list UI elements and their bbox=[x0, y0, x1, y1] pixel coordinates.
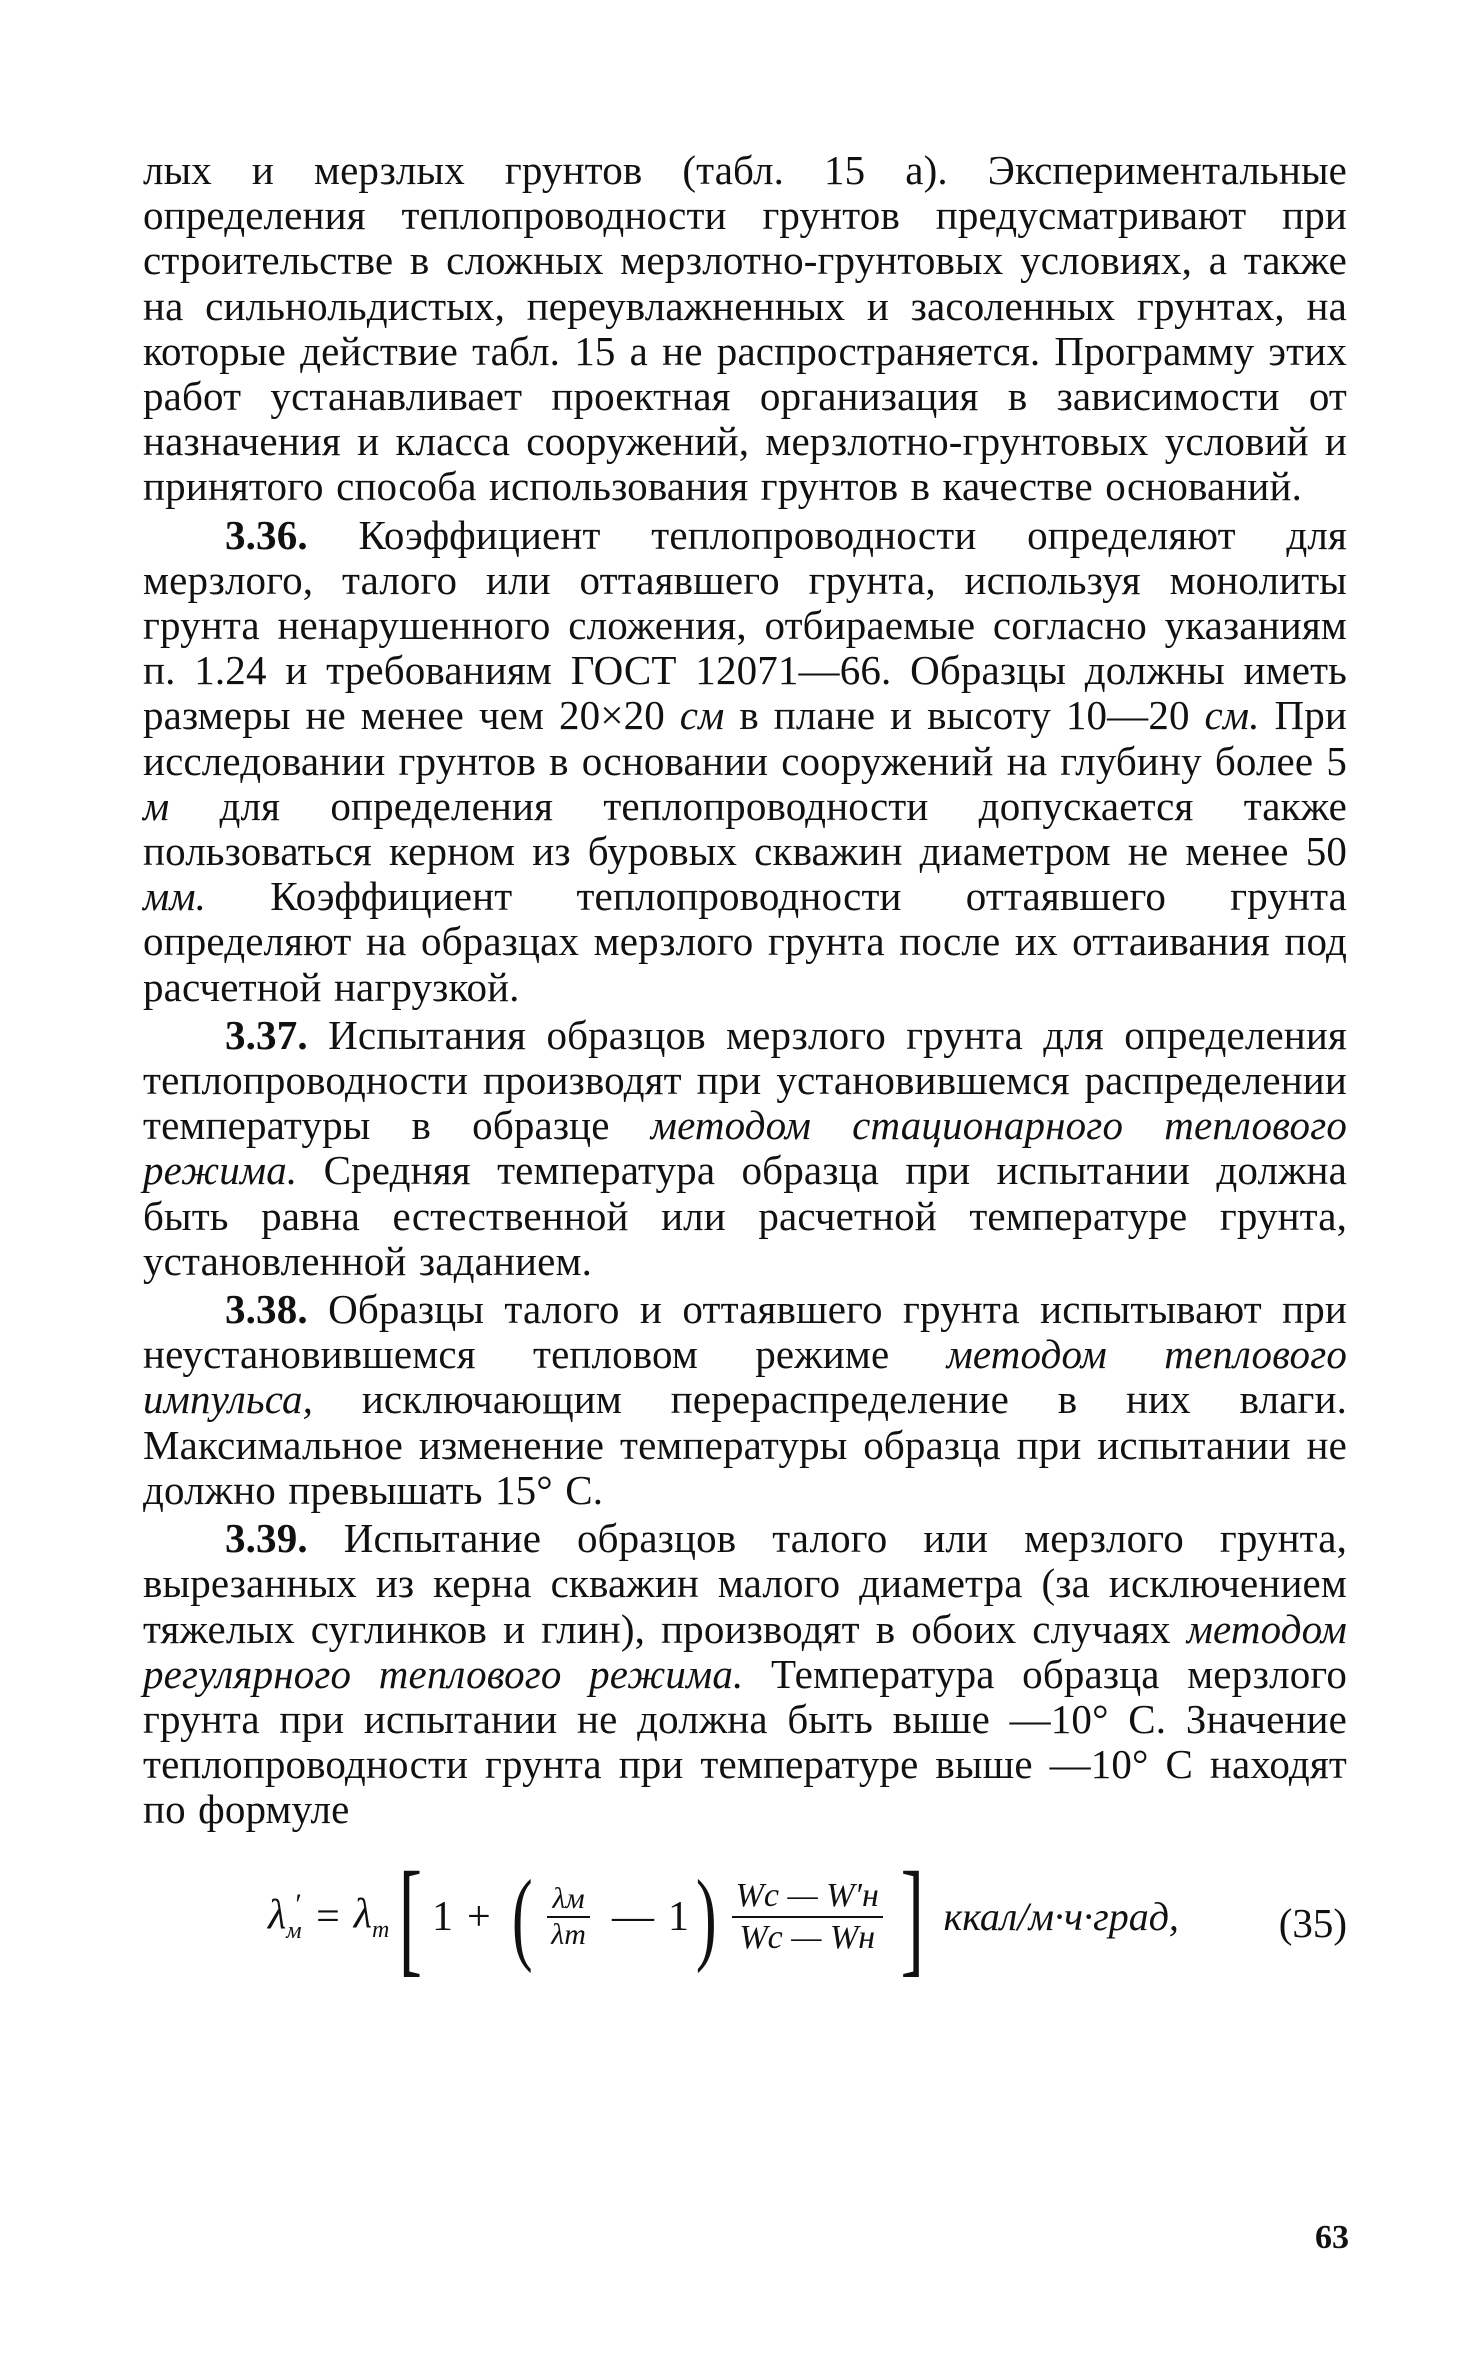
body-text: в плане и высоту 10—20 bbox=[724, 692, 1205, 739]
formula-body bbox=[268, 1845, 1179, 1988]
body-text: При исследовании грунтов в основании сооружений на глубину более 5 bbox=[143, 692, 1348, 784]
italic-text: мм. bbox=[143, 873, 207, 920]
section-number: 3.39. bbox=[225, 1515, 308, 1562]
body-text: Испытания образцов мерзлого грунта для определения теплопроводности производят при установившемся распределении температуры в образце bbox=[143, 1011, 1347, 1149]
equation-number: (35) bbox=[1278, 1899, 1347, 1946]
moisture-fraction bbox=[732, 1876, 883, 1958]
moisture-denominator: Wс — Wн bbox=[739, 1918, 876, 1956]
plus-sign: + bbox=[466, 1893, 491, 1940]
paragraph-3-37 bbox=[143, 1013, 1347, 1284]
text-body bbox=[143, 148, 1347, 1833]
body-text: Температура образца мерзлого грунта при испытании не должна быть выше —10° С. Значение теплопроводности грунта при температуре выше —10° С находят по формуле bbox=[143, 1650, 1347, 1833]
lambda-t: $\lambda_т$ bbox=[353, 1890, 390, 1943]
term-one-inner: 1 bbox=[667, 1893, 689, 1940]
ratio-denominator: λт bbox=[551, 1917, 586, 1951]
italic-text: м bbox=[143, 782, 170, 829]
body-text: исключающим перераспределение в них влаги. Максимальное изменение температуры образца при испытании не должно превышать 15° С. bbox=[143, 1376, 1347, 1513]
paragraph-3-39 bbox=[143, 1516, 1347, 1832]
equals-sign: = bbox=[316, 1893, 340, 1940]
italic-text: методом теплового импульса, bbox=[143, 1331, 1347, 1423]
section-number: 3.37. bbox=[225, 1011, 308, 1058]
left-bracket: [ bbox=[398, 1845, 423, 1988]
body-text: Образцы талого и оттаявшего грунта испытывают при неустановившемся тепловом режиме bbox=[143, 1286, 1347, 1378]
ratio-numerator: λм bbox=[552, 1881, 585, 1915]
paragraph-3-38 bbox=[143, 1287, 1347, 1513]
lambda-m-prime: $\lambda_м'$ bbox=[268, 1888, 302, 1945]
italic-text: см. bbox=[1204, 692, 1260, 739]
section-number: 3.36. bbox=[225, 511, 308, 558]
body-text: Коэффициент теплопроводности оттаявшего грунта определяют на образцах мерзлого грунта после их оттаивания под расчетной нагрузкой. bbox=[143, 873, 1347, 1010]
moisture-numerator: Wс — W′н bbox=[735, 1876, 879, 1914]
ratio-lambda bbox=[547, 1882, 590, 1952]
term-one: 1 bbox=[431, 1893, 453, 1940]
right-paren: ) bbox=[695, 1858, 717, 1974]
body-text: лых и мерзлых грунтов (табл. 15 а). Экспериментальные определения теплопроводности грунтов предусматривают при строительстве в сложных мерзлотно-грунтовых условиях, а также на сильнольдистых, переувлажненных и засоленных грунтах, на которые действие табл. 15 а не распространяется. Программу этих работ устанавливает проектная организация в зависимости от назначения и класса сооружений, мерзлотно-грунтовых условий и принятого способа использования грунтов в качестве оснований. bbox=[143, 147, 1347, 510]
formula-units: ккал/м·ч·град, bbox=[943, 1894, 1179, 1940]
right-bracket: ] bbox=[900, 1845, 924, 1988]
section-number: 3.38. bbox=[225, 1286, 308, 1333]
body-text: Средняя температура образца при испытании должна быть равна естественной или расчетной температуре грунта, установленной заданием. bbox=[143, 1147, 1347, 1284]
paragraph-intro bbox=[143, 148, 1347, 510]
body-text: Коэффициент теплопроводности определяют для мерзлого, талого или оттаявшего грунта, используя монолиты грунта ненарушенного сложения, отбираемые согласно указаниям п. 1.24 и требованиям ГОСТ 12071—66. Образцы должны иметь размеры не менее чем 20×20 bbox=[143, 511, 1347, 739]
formula-35 bbox=[143, 1841, 1347, 1986]
italic-text: методом стационарного теплового режима. bbox=[143, 1102, 1348, 1194]
italic-text: см bbox=[679, 692, 725, 739]
minus-sign: — bbox=[611, 1893, 654, 1940]
left-paren: ( bbox=[511, 1858, 533, 1974]
paragraph-3-36 bbox=[143, 513, 1347, 1010]
page-number: 63 bbox=[1315, 2219, 1349, 2256]
body-text: для определения теплопроводности допускается также пользоваться керном из буровых скважин диаметром не менее 50 bbox=[143, 782, 1347, 875]
italic-text: методом регулярного теплового режима. bbox=[143, 1605, 1347, 1697]
body-text: Испытание образцов талого или мерзлого грунта, вырезанных из керна скважин малого диаметра (за исключением тяжелых суглинков и глин), производят в обоих случаях bbox=[143, 1515, 1347, 1652]
